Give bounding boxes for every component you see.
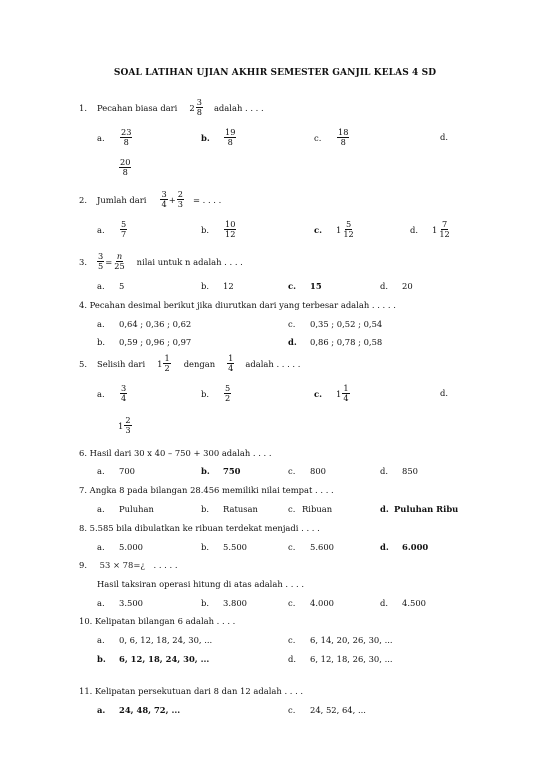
fraction (342, 384, 349, 403)
option-7b[interactable] (201, 504, 258, 514)
numerator: 2 (125, 415, 131, 425)
option-value: Puluhan (119, 504, 154, 514)
question-3 (79, 252, 243, 271)
question-7: 7. Angka 8 pada bilangan 28.456 memiliki nilai tempat . . . . (79, 485, 334, 495)
option-label: d. (440, 388, 449, 398)
option-9a[interactable] (97, 598, 143, 608)
option-value: 12 (223, 281, 234, 291)
question-4: 4. Pecahan desimal berikut jika diurutkan dari yang terbesar adalah . . . . . (79, 300, 396, 310)
option-label: c. (288, 705, 296, 715)
option-5d-value[interactable] (118, 416, 133, 435)
option-value: 20 (402, 281, 413, 291)
option-2b[interactable] (201, 220, 237, 239)
option-6d[interactable] (380, 466, 418, 476)
option-label: c. (314, 132, 322, 143)
operator: + (168, 194, 176, 205)
option-label: a. (97, 319, 105, 329)
option-label: a. (97, 705, 106, 715)
option-label: d. (380, 466, 389, 476)
denominator: 2 (225, 393, 231, 403)
page-title: SOAL LATIHAN UJIAN AKHIR SEMESTER GANJIL KELAS 4 SD (113, 68, 437, 78)
option-value: 6.000 (402, 542, 429, 552)
option-value: 5.000 (119, 542, 143, 552)
denominator: 12 (225, 229, 236, 239)
option-label: b. (97, 654, 106, 664)
question-6: 6. Hasil dari 30 x 40 – 750 + 300 adalah . . . . (79, 448, 272, 458)
option-value: 0,35 ; 0,52 ; 0,54 (310, 319, 383, 329)
question-suffix: adalah . . . . . (245, 358, 301, 369)
option-8a[interactable] (97, 542, 143, 552)
question-9-subtext: Hasil taksiran operasi hitung di atas adalah . . . . (97, 579, 305, 589)
option-label: c. (288, 281, 297, 291)
option-value: 24, 48, 72, ... (119, 705, 181, 715)
option-2a[interactable] (97, 220, 128, 239)
option-5d-label[interactable] (440, 388, 448, 398)
option-1d-label[interactable] (440, 132, 448, 142)
whole-part: 1 (432, 224, 438, 235)
option-11c[interactable] (288, 705, 366, 715)
question-suffix: adalah . . . . (213, 102, 264, 113)
option-value: 4.500 (402, 598, 426, 608)
option-label: a. (97, 598, 105, 608)
numerator: 3 (161, 189, 167, 199)
option-5a[interactable] (97, 384, 128, 403)
fraction (119, 158, 131, 177)
numerator: 5 (345, 219, 352, 229)
numerator: 3 (98, 251, 104, 261)
option-1c[interactable] (314, 128, 350, 147)
question-suffix: . . . . . (153, 560, 178, 570)
option-3b[interactable] (201, 281, 234, 291)
question-number: 9. (79, 560, 87, 570)
fraction (120, 128, 132, 147)
numerator: 19 (225, 127, 236, 137)
numerator: 23 (121, 127, 132, 137)
question-1 (79, 98, 264, 117)
option-5c[interactable] (314, 384, 351, 403)
denominator: 25 (114, 261, 125, 271)
option-value: 6, 12, 18, 26, 30, ... (310, 654, 393, 664)
question-number: 5. (79, 358, 87, 369)
whole-part: 1 (336, 388, 342, 399)
denominator: 4 (343, 393, 349, 403)
option-value: 0, 6, 12, 18, 24, 30, ... (119, 635, 213, 645)
option-label: c. (314, 224, 323, 235)
option-7a[interactable] (97, 504, 154, 514)
option-value: 3.500 (119, 598, 143, 608)
option-label: c. (288, 504, 296, 514)
option-8b[interactable] (201, 542, 247, 552)
fraction (224, 128, 236, 147)
denominator: 4 (161, 199, 167, 209)
fraction (337, 128, 349, 147)
question-2 (79, 190, 221, 209)
numerator: 1 (228, 353, 234, 363)
option-label: a. (97, 542, 105, 552)
option-label: c. (288, 319, 296, 329)
option-4d[interactable] (288, 337, 382, 347)
fraction (227, 354, 234, 373)
numerator: 5 (121, 219, 127, 229)
numerator: 20 (120, 157, 131, 167)
option-label: d. (440, 132, 449, 142)
denominator: 3 (125, 425, 131, 435)
option-label: b. (201, 598, 210, 608)
fraction (97, 252, 104, 271)
question-number: 2. (79, 194, 87, 205)
option-value: 0,64 ; 0,36 ; 0,62 (119, 319, 192, 329)
option-value: 0,86 ; 0,78 ; 0,58 (310, 337, 383, 347)
denominator: 4 (228, 363, 234, 373)
option-label: a. (97, 281, 105, 291)
operator: = (105, 256, 113, 267)
option-4c[interactable] (288, 319, 382, 329)
option-value: 6, 14, 20, 26, 30, ... (310, 635, 393, 645)
option-9d[interactable] (380, 598, 426, 608)
option-2c[interactable] (314, 220, 356, 239)
option-label: b. (201, 542, 210, 552)
denominator: 7 (121, 229, 127, 239)
option-label: b. (97, 337, 106, 347)
option-9c[interactable] (288, 598, 334, 608)
question-10: 10. Kelipatan bilangan 6 adalah . . . . (79, 616, 236, 626)
numerator: n (116, 251, 123, 261)
option-4b[interactable] (97, 337, 191, 347)
option-10b[interactable] (97, 654, 209, 664)
question-text: dengan (183, 358, 216, 369)
whole-part: 1 (157, 358, 163, 369)
denominator: 8 (123, 137, 129, 147)
option-3d[interactable] (380, 281, 413, 291)
option-10d[interactable] (288, 654, 393, 664)
option-1d-value[interactable] (118, 158, 132, 177)
denominator: 2 (164, 363, 170, 373)
question-text: Jumlah dari (97, 194, 147, 205)
option-value: Puluhan Ribu (394, 504, 459, 514)
option-label: d. (288, 654, 297, 664)
math-expression: 53 × 78=¿ (99, 560, 145, 570)
option-4a[interactable] (97, 319, 191, 329)
option-value: Ribuan (302, 504, 333, 514)
option-value: 800 (310, 466, 326, 476)
fraction (120, 384, 127, 403)
denominator: 8 (227, 137, 233, 147)
fraction (438, 220, 450, 239)
option-label: c. (288, 598, 296, 608)
option-label: d. (380, 598, 389, 608)
whole-part: 2 (189, 102, 195, 113)
denominator: 8 (340, 137, 346, 147)
option-label: b. (201, 132, 210, 143)
option-10a[interactable] (97, 635, 212, 645)
whole-part: 1 (118, 420, 124, 431)
option-label: d. (380, 542, 389, 552)
option-label: b. (201, 388, 210, 399)
option-7c[interactable] (288, 504, 332, 514)
option-value: 6, 12, 18, 24, 30, ... (119, 654, 210, 664)
question-text: Selisih dari (97, 358, 146, 369)
numerator: 3 (196, 97, 202, 107)
question-number: 3. (79, 256, 87, 267)
question-9 (79, 560, 177, 570)
numerator: 3 (121, 383, 127, 393)
option-10c[interactable] (288, 635, 393, 645)
mixed-fraction (189, 98, 204, 117)
question-suffix: nilai untuk n adalah . . . . (136, 256, 243, 267)
option-label: b. (201, 281, 210, 291)
whole-part: 1 (336, 224, 342, 235)
option-3c[interactable] (288, 281, 322, 291)
question-suffix: = . . . . (192, 194, 222, 205)
option-11a[interactable] (97, 705, 180, 715)
option-9b[interactable] (201, 598, 247, 608)
option-value: 5 (119, 281, 125, 291)
fraction (224, 220, 236, 239)
numerator: 2 (177, 189, 183, 199)
question-8: 8. 5.585 bila dibulatkan ke ribuan terdekat menjadi . . . . (79, 523, 320, 533)
option-value: 15 (310, 281, 322, 291)
option-label: a. (97, 388, 105, 399)
option-8d[interactable] (380, 542, 428, 552)
denominator: 5 (98, 261, 104, 271)
option-value: 3.800 (223, 598, 247, 608)
numerator: 1 (164, 353, 170, 363)
option-label: a. (97, 224, 105, 235)
option-label: d. (410, 224, 419, 235)
option-7d[interactable] (380, 504, 458, 514)
option-6b[interactable] (201, 466, 240, 476)
fraction (342, 220, 354, 239)
option-value: 700 (119, 466, 135, 476)
fraction (120, 220, 127, 239)
option-value: 5.600 (310, 542, 334, 552)
option-1b[interactable] (201, 128, 237, 147)
denominator: 12 (439, 229, 450, 239)
denominator: 8 (122, 167, 128, 177)
option-8c[interactable] (288, 542, 334, 552)
option-value: 24, 52, 64, ... (310, 705, 366, 715)
numerator: 1 (343, 383, 349, 393)
option-label: d. (380, 281, 389, 291)
option-value: 850 (402, 466, 418, 476)
numerator: 7 (441, 219, 448, 229)
option-3a[interactable] (97, 281, 124, 291)
option-label: a. (97, 635, 105, 645)
option-label: a. (97, 132, 105, 143)
option-label: c. (288, 466, 296, 476)
option-label: b. (201, 504, 210, 514)
option-label: b. (201, 466, 210, 476)
option-label: d. (288, 337, 297, 347)
option-label: b. (201, 224, 210, 235)
denominator: 8 (196, 107, 202, 117)
option-value: 4.000 (310, 598, 334, 608)
option-2d[interactable] (410, 220, 452, 239)
fraction (113, 252, 125, 271)
numerator: 18 (338, 127, 349, 137)
fraction (124, 416, 131, 435)
fraction (224, 384, 231, 403)
denominator: 12 (343, 229, 354, 239)
option-value: 5.500 (223, 542, 247, 552)
question-text: Pecahan biasa dari (97, 102, 178, 113)
option-label: c. (288, 542, 296, 552)
fraction (196, 98, 203, 117)
denominator: 4 (121, 393, 127, 403)
option-6c[interactable] (288, 466, 326, 476)
option-5b[interactable] (201, 384, 232, 403)
question-number: 1. (79, 102, 87, 113)
option-label: c. (288, 635, 296, 645)
numerator: 10 (225, 219, 236, 229)
option-label: d. (380, 504, 389, 514)
numerator: 5 (225, 383, 231, 393)
option-value: 750 (223, 466, 241, 476)
fraction (160, 190, 167, 209)
option-label: a. (97, 504, 105, 514)
option-label: c. (314, 388, 323, 399)
denominator: 3 (177, 199, 183, 209)
option-1a[interactable] (97, 128, 133, 147)
option-value: Ratusan (223, 504, 258, 514)
option-value: 0,59 ; 0,96 ; 0,97 (119, 337, 192, 347)
question-5 (79, 354, 300, 373)
option-label: a. (97, 466, 105, 476)
option-6a[interactable] (97, 466, 135, 476)
question-11: 11. Kelipatan persekutuan dari 8 dan 12 adalah . . . . (79, 686, 304, 696)
fraction (163, 354, 170, 373)
fraction (177, 190, 184, 209)
